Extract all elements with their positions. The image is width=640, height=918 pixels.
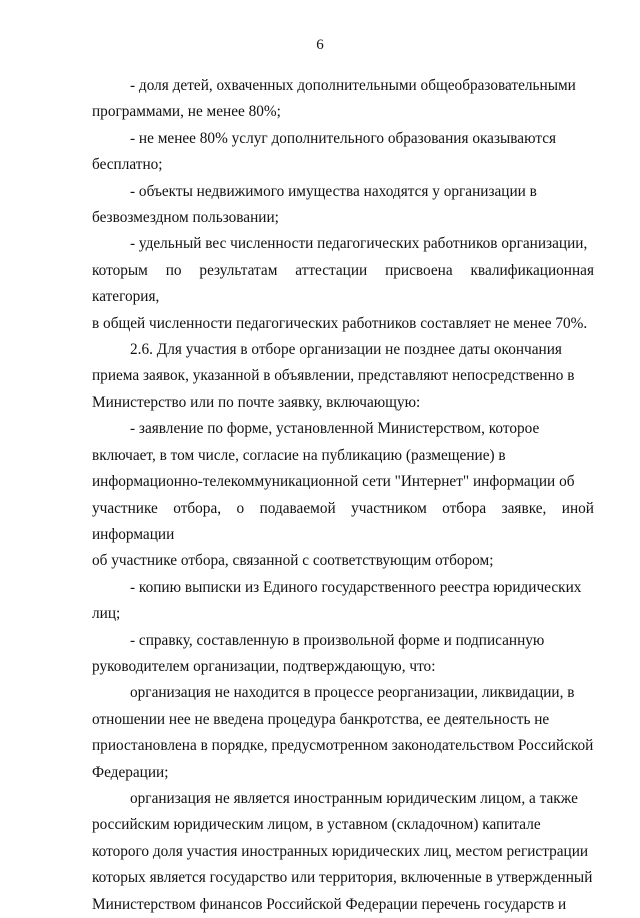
- paragraph: - заявление по форме, установленной Министерством, которое включает, в том числе, согласие на публикацию (размещение) в информационно-телекоммуникационной сети "Интернет" информации об участнике отбора, о подаваемой участником отбора заявке, иной информации об участнике отбора, связанной с соответствующим отбором;: [92, 420, 594, 570]
- page-number: 6: [316, 37, 324, 53]
- paragraph: организация не является иностранным юридическим лицом, а также российским юридическим лицом, в уставном (складочном) капитале которого доля участия иностранных юридических лиц, местом регистрации которых является государство или территория, включенные в утвержденный Министерством финансов Российской Федерации перечень государств и: [92, 789, 593, 913]
- document-body: [92, 73, 594, 918]
- paragraph: - объекты недвижимого имущества находятся у организации в безвозмездном пользовании;: [92, 182, 537, 227]
- paragraph: - справку, составленную в произвольной форме и подписанную руководителем организации, подтверждающую, что:: [92, 631, 545, 675]
- paragraph: - доля детей, охваченных дополнительными общеобразовательными программами, не менее 80%;: [92, 77, 576, 121]
- paragraph: 2.6. Для участия в отборе организации не позднее даты окончания приема заявок, указанной в объявлении, представляют непосредственно в Министерство или по почте заявку, включающую:: [92, 341, 575, 411]
- paragraph: - удельный вес численности педагогических работников организации, которым по результатам аттестации присвоена квалификационная категория, в общей численности педагогических работников составляет не менее 70%.: [92, 235, 594, 332]
- paragraph: организация не находится в процессе реорганизации, ликвидации, в отношении нее не введена процедура банкротства, ее деятельность не приостановлена в порядке, предусмотренном законодательством Российской Федерации;: [92, 684, 594, 781]
- paragraph: - копию выписки из Единого государственного реестра юридических лиц;: [92, 578, 582, 623]
- paragraph: - не менее 80% услуг дополнительного образования оказываются бесплатно;: [92, 129, 557, 174]
